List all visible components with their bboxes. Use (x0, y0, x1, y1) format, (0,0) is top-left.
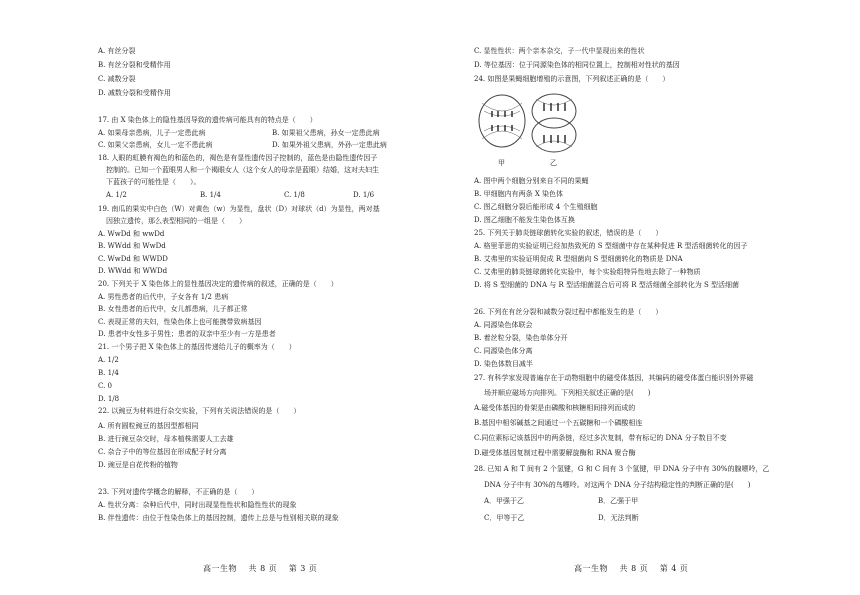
q19-option-c: C. WwDd 和 WWDD (98, 255, 168, 263)
q20-option-b: B. 女性患者的后代中，女儿都患病，儿子都正常 (98, 305, 248, 313)
question-22-stem: 22. 以豌豆为材料进行杂交实验，下列有关说法错误的是（ ） (98, 407, 301, 415)
question-27-stem-1: 27. 有科学家发现普遍存在于动物细胞中的磁受体基因，其编码的磁受体蛋白能识别外界磁 (474, 374, 754, 382)
question-17-stem: 17. 由 X 染色体上的隐性基因导致的遗传病可能具有的特点是（ ） (98, 116, 317, 124)
q27-option-d: D.磁受体基因复制过程中需要解旋酶和 RNA 聚合酶 (474, 449, 636, 457)
q26-option-c: C. 同源染色体分离 (474, 347, 533, 355)
q19-option-b: B. WWdd 和 WwDd (98, 242, 166, 250)
q17-option-a: A. 如果母亲患病，儿子一定患此病 (98, 129, 206, 137)
q23-option-b: B. 伴性遗传：由位于性染色体上的基因控制，遗传上总是与性别相关联的现象 (98, 514, 339, 522)
q20-option-c: C. 表现正常的夫妇，性染色体上也可能携带致病基因 (98, 318, 262, 326)
cell-division-figure (474, 89, 584, 167)
figure-label-b: 乙 (550, 159, 557, 167)
question-24-stem: 24. 如图是果蝇细胞增殖的示意图，下列叙述正确的是（ ） (474, 75, 670, 83)
q28-option-a: A．甲强于乙 (484, 497, 525, 505)
q25-option-a: A. 格里菲思的实验证明已经加热致死的 S 型细菌中存在某种促进 R 型活细菌转化的因子 (474, 242, 748, 250)
q24-option-b: B. 甲细胞内有两条 X 染色体 (474, 190, 564, 198)
q18-option-d: D. 1/6 (353, 191, 375, 199)
q27-option-c: C.同位素标记该基因中的两条链，经过多次复制，带有标记的 DNA 分子数目不变 (474, 434, 727, 442)
question-28-stem-2: DNA 分子中有 30%的鸟嘌呤。对这两个 DNA 分子结构稳定性的判断正确的是( ) (484, 481, 751, 489)
question-18-stem-3: 下蓝孩子的可能性是（ ）。 (106, 178, 201, 186)
q25-option-b: B. 艾弗里的实验证明促成 R 型细菌向 S 型细菌转化的物质是 DNA (474, 255, 683, 263)
question-25-stem: 25. 下列关于肺炎链球菌转化实验的叙述，错误的是（ ） (474, 229, 663, 237)
q24-option-a: A. 图中两个细胞分别来自不同的果蝇 (474, 177, 589, 185)
question-23-stem: 23. 下列对遗传学概念的解释，不正确的是（ ） (98, 488, 259, 496)
q26-option-b: B. 着丝粒分裂，染色单体分开 (474, 334, 568, 342)
question-18-stem-1: 18. 人眼的虹膜有褐色的和蓝色的，褐色是有显性遗传因子控制的，蓝色是由隐性遗传因子 (98, 154, 378, 162)
q22-option-b: B. 进行豌豆杂交时，母本植株需要人工去雄 (98, 435, 234, 443)
question-26-stem: 26. 下列在有丝分裂和减数分裂过程中都能发生的是（ ） (474, 308, 663, 316)
q18-option-c: C. 1/8 (284, 191, 305, 199)
q28-option-d: D．无法判断 (598, 514, 639, 522)
question-28-stem-1: 28. 已知 A 和 T 间有 2 个氢键，G 和 C 间有 3 个氢键，甲 DNA 分子中有 30%的腺嘌呤，乙 (474, 465, 770, 473)
question-18-stem-2: 控制的。已知一个蓝眼男人和一个褐眼女人（这个女人的母亲是蓝眼）结婚，这对夫妇生 (106, 166, 379, 174)
question-21-stem: 21. 一个男子把 X 染色体上的基因传递给儿子的概率为（ ） (98, 343, 296, 351)
q25-option-d: D. 将 S 型细菌的 DNA 与 R 型活细菌混合后可将 R 型活细菌全部转化为 S 型活细菌 (474, 281, 739, 289)
question-20-stem: 20. 下列关于 X 染色体上的显性基因决定的遗传病的叙述，正确的是（ ） (98, 280, 338, 288)
option-a: A. 有丝分裂 (98, 47, 136, 55)
option-d: D. 减数分裂和受精作用 (98, 89, 171, 97)
page-footer-right: 高一生物 共 8 页 第 4 页 (574, 564, 689, 573)
q21-option-c: C. 0 (98, 382, 113, 390)
q27-option-a: A.磁受体基因的骨架是由磷酸和核糖相间排列而成的 (474, 404, 636, 412)
q20-option-d: D. 患者中女性多于男性；患者的双亲中至少有一方是患者 (98, 330, 276, 338)
figure-label-a: 甲 (498, 159, 505, 167)
q28-option-b: B．乙强于甲 (598, 497, 639, 505)
q21-option-d: D. 1/8 (98, 395, 120, 403)
q17-option-b: B. 如果祖父患病，孙女一定患此病 (272, 129, 380, 137)
q18-option-a: A. 1/2 (106, 191, 127, 199)
q19-option-d: D. WWdd 和 WWDd (98, 267, 168, 275)
q19-option-a: A. WwDd 和 wwDd (98, 230, 165, 238)
option-c: C. 显性性状：两个亲本杂交，子一代中显现出来的性状 (474, 47, 645, 55)
option-d: D. 等位基因：位于同源染色体的相同位置上，控制相对性状的基因 (474, 61, 680, 69)
page-footer-left: 高一生物 共 8 页 第 3 页 (203, 564, 318, 573)
q17-option-d: D. 如果外祖父患病，外孙一定患此病 (272, 141, 387, 149)
q24-option-d: D. 图乙细胞不能发生染色体互换 (474, 216, 575, 224)
q21-option-b: B. 1/4 (98, 369, 119, 377)
q25-option-c: C. 艾弗里的肺炎链球菌转化实验中，每个实验组特异性地去除了一种物质 (474, 268, 701, 276)
question-19-stem-1: 19. 南瓜的果实中白色（W）对黄色（w）为显性，盘状（D）对球状（d）为显性，两对基 (98, 205, 380, 213)
q17-option-c: C. 如果父亲患病，女儿一定不患此病 (98, 141, 213, 149)
q21-option-a: A. 1/2 (98, 356, 119, 364)
q22-option-a: A. 所有圆粒豌豆的基因型都相同 (98, 422, 199, 430)
q28-option-c: C．甲等于乙 (484, 514, 525, 522)
q23-option-a: A. 性状分离：杂种后代中，同时出现显性性状和隐性性状的现象 (98, 501, 297, 509)
q24-option-c: C. 图乙细胞分裂后能形成 4 个生殖细胞 (474, 203, 598, 211)
q26-option-a: A. 同源染色体联会 (474, 321, 533, 329)
option-b: B. 有丝分裂和受精作用 (98, 61, 171, 69)
q27-option-b: B.基因中相邻碱基之间通过一个五碳糖和一个磷酸相连 (474, 419, 643, 427)
option-c: C. 减数分裂 (98, 75, 136, 83)
question-27-stem-2: 场并顺应磁场方向排列。下列相关叙述正确的是( ) (484, 389, 651, 397)
q22-option-d: D. 豌豆是自花传粉的植物 (98, 461, 178, 469)
question-19-stem-2: 因独立遗传，那么表型相同的一组是（ ） (106, 217, 246, 225)
q18-option-b: B. 1/4 (200, 191, 221, 199)
q20-option-a: A. 男性患者的后代中，子女各有 1/2 患病 (98, 293, 229, 301)
q22-option-c: C. 杂合子中的等位基因在形成配子时分离 (98, 448, 227, 456)
q26-option-d: D. 染色体数目减半 (474, 360, 533, 368)
